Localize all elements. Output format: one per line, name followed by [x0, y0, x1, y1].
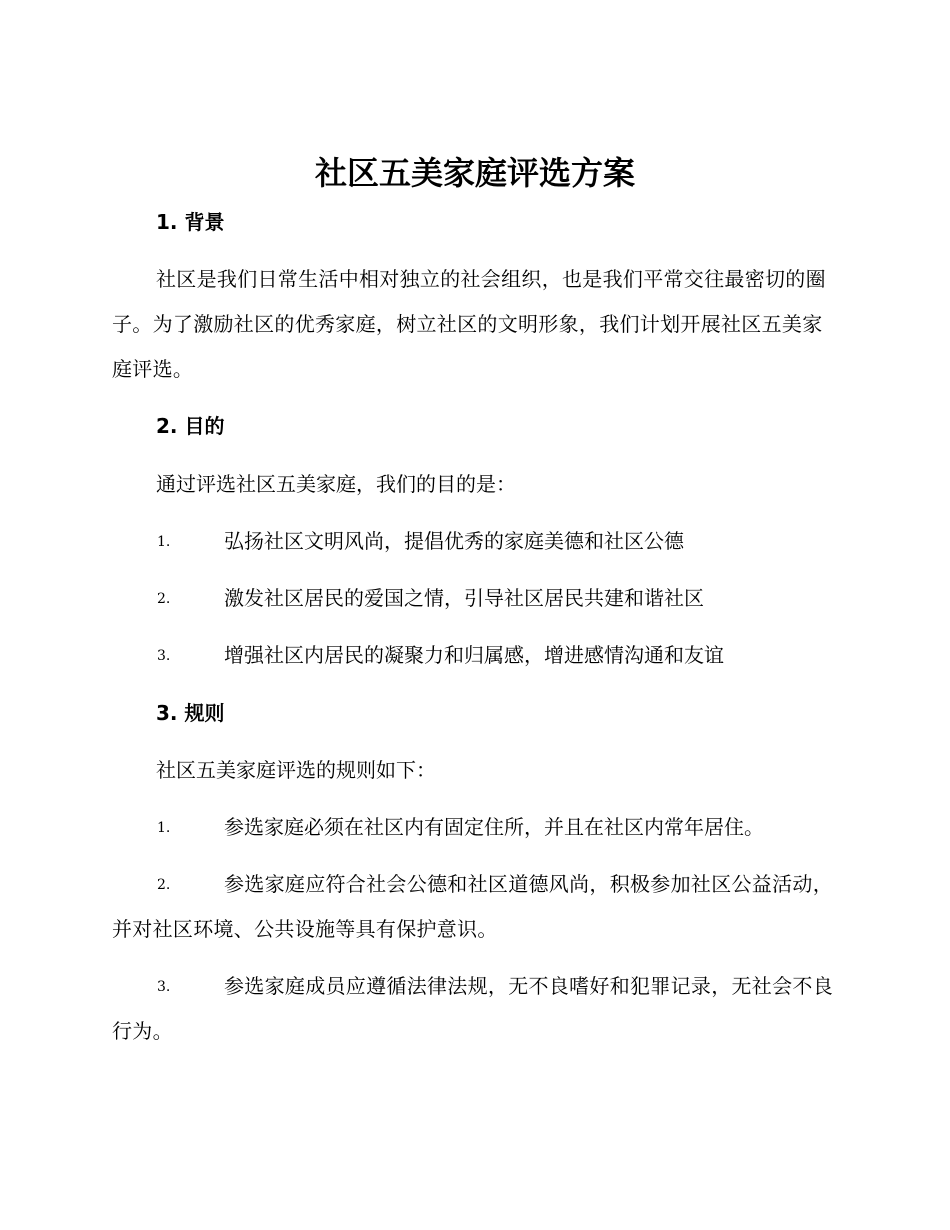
list-item-number: 1.	[157, 534, 171, 550]
list-item-text: 激发社区居民的爱国之情，引导社区居民共建和谐社区	[224, 586, 704, 610]
section-heading-background: 1. 背景	[156, 210, 225, 234]
list-item-text: 参选家庭应符合社会公德和社区道德风尚，积极参加社区公益活动，并对社区环境、公共设施等具有保护意识。	[112, 872, 833, 941]
rules-intro: 社区五美家庭评选的规则如下：	[156, 758, 436, 782]
list-item-number: 2.	[157, 877, 171, 893]
list-item-number: 1.	[157, 820, 171, 836]
background-paragraph: 社区是我们日常生活中相对独立的社会组织，也是我们平常交往最密切的圈子。为了激励社区的优秀家庭，树立社区的文明形象，我们计划开展社区五美家庭评选。	[112, 267, 826, 381]
list-item-text: 增强社区内居民的凝聚力和归属感，增进感情沟通和友谊	[224, 643, 724, 667]
list-item-number: 3.	[157, 648, 171, 664]
list-item-text: 参选家庭必须在社区内有固定住所，并且在社区内常年居住。	[224, 815, 764, 839]
page-title: 社区五美家庭评选方案	[314, 154, 635, 192]
list-item-number: 2.	[157, 591, 171, 607]
section-heading-purpose: 2. 目的	[156, 414, 225, 438]
list-item-text: 弘扬社区文明风尚，提倡优秀的家庭美德和社区公德	[224, 529, 684, 553]
section-heading-rules: 3. 规则	[156, 701, 225, 725]
list-item-number: 3.	[157, 979, 171, 995]
list-item-text: 参选家庭成员应遵循法律法规，无不良嗜好和犯罪记录，无社会不良行为。	[112, 974, 833, 1043]
purpose-intro: 通过评选社区五美家庭，我们的目的是：	[156, 472, 516, 496]
